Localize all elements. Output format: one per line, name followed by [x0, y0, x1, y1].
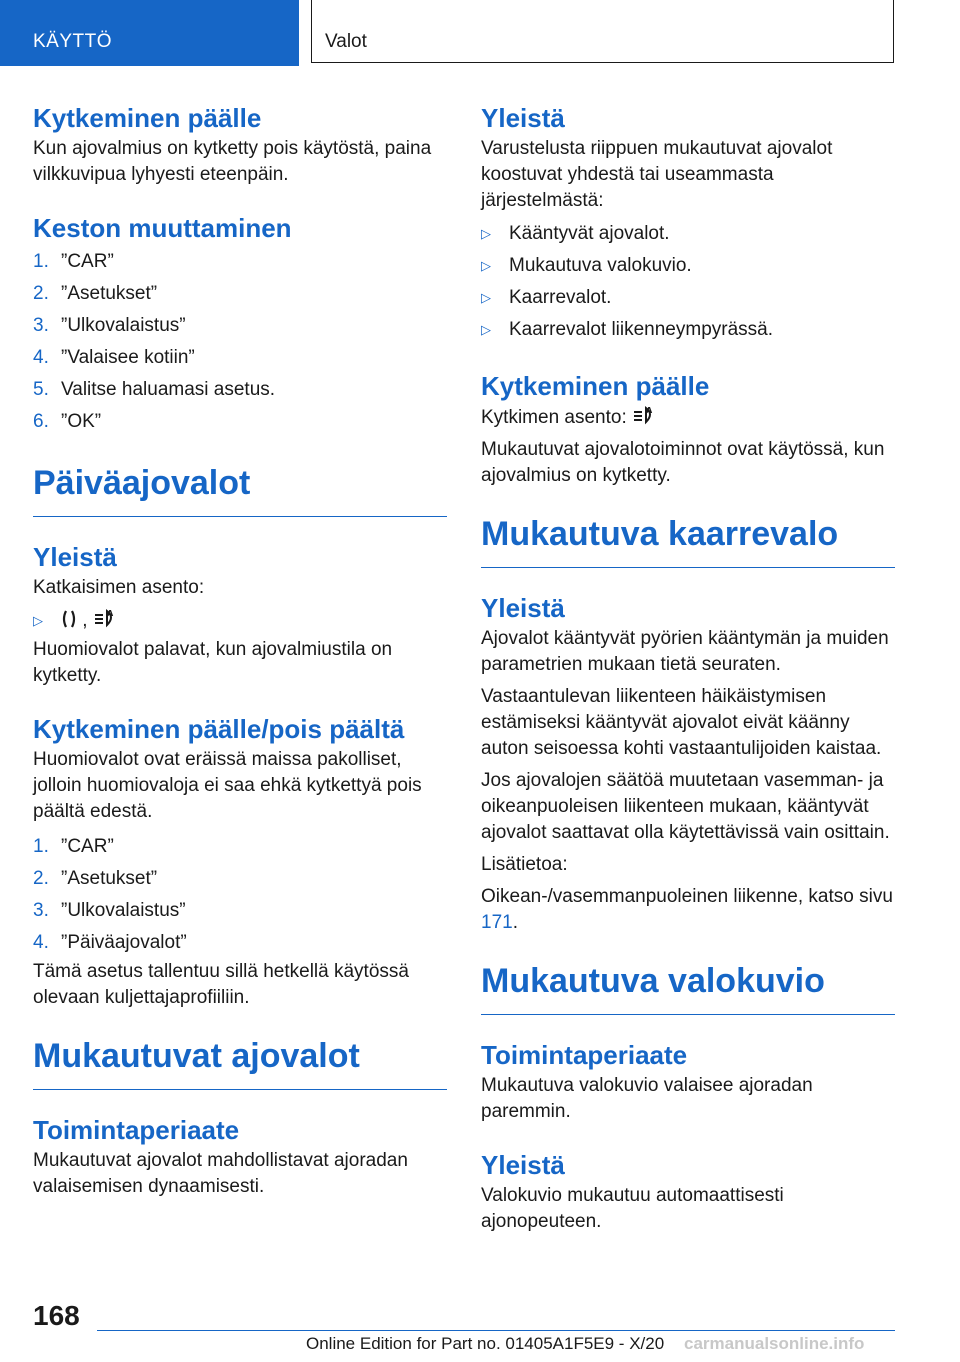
heading-yleista: Yleistä — [481, 103, 565, 133]
page-reference-link[interactable]: 171 — [481, 912, 513, 933]
paragraph: Varustelusta riippuen mukautuvat ajovalot koostuvat yhdestä tai useammasta järjestelmästä: — [481, 138, 833, 211]
systems-list — [481, 218, 895, 346]
section-title: KÄYTTÖ — [33, 31, 113, 52]
paragraph: Katkaisimen asento: — [33, 577, 205, 598]
list-item: 5. Valitse haluamasi asetus. — [33, 379, 276, 400]
automatic-headlight-icon — [632, 404, 656, 426]
triangle-bullet-icon: ▷ — [33, 613, 43, 628]
heading-yleista: Yleistä — [33, 542, 117, 572]
paragraph: Kytkimen asento: A — [481, 404, 895, 431]
steps-list — [33, 831, 447, 959]
paragraph: Jos ajovalojen säätöä muutetaan vasemman- ja oikeanpuoleisen liikenteen mukaan, kääntyvät ajovalot saattavat olla käytettävissä vain osittain. — [481, 770, 890, 843]
parking-light-icon — [61, 609, 77, 629]
paragraph: Huomiovalot palavat, kun ajovalmiustila on kytketty. — [33, 639, 393, 686]
right-column — [481, 100, 895, 1235]
list-item: 2. ”Asetukset” — [33, 868, 158, 889]
list-item: ▷ Kaarrevalot. — [481, 282, 895, 314]
paragraph: Huomiovalot ovat eräissä maissa pakolliset, jolloin huomiovaloja ei saa ehkä kytkettyä pois päältä edestä. — [33, 749, 422, 822]
list-item: 3. ”Ulkovalaistus” — [33, 900, 186, 921]
heading-yleista: Yleistä — [481, 1150, 565, 1180]
footer-divider — [97, 1330, 895, 1331]
heading-kytkeminen-paalle: Kytkeminen päälle — [481, 371, 710, 401]
paragraph: Ajovalot kääntyvät pyörien kääntymän ja muiden parametrien mukaan tietä seuraten. — [481, 628, 889, 675]
list-item: ▷ Kaarrevalot liikenneympyrässä. — [481, 314, 895, 346]
edition-note: Online Edition for Part no. 01405A1F5E9 - X/20 — [306, 1334, 665, 1353]
paragraph: Oikean-/vasemmanpuoleinen liikenne, katso sivu 171. — [481, 886, 893, 933]
left-column — [33, 100, 447, 1200]
list-item: 1. ”CAR” — [33, 251, 114, 272]
heading-toimintaperiaate: Toimintaperiaate — [33, 1115, 240, 1145]
automatic-headlight-icon — [93, 607, 117, 629]
paragraph: Tämä asetus tallentuu sillä hetkellä käytössä olevaan kuljettajaprofiiliin. — [33, 961, 409, 1008]
paragraph: Valokuvio mukautuu automaattisesti ajonopeuteen. — [481, 1185, 784, 1232]
header-section-tab — [0, 0, 299, 66]
list-item: 6. ”OK” — [33, 411, 102, 432]
heading-toimintaperiaate: Toimintaperiaate — [481, 1040, 688, 1070]
paragraph: Lisätietoa: — [481, 854, 568, 875]
heading-kytkeminen-paalle-pois: Kytkeminen päälle/pois päältä — [33, 714, 405, 744]
svg-text:A: A — [106, 609, 114, 618]
watermark: carmanualsonline.info — [684, 1334, 865, 1353]
chapter-heading-mukautuvat-ajovalot: Mukautuvat ajovalot — [33, 1035, 447, 1090]
paragraph: Vastaantulevan liikenteen häikäistymisen estämiseksi kääntyvät ajovalot eivät käänny auton seisoessa kohti vastaantulijoiden kaistaa. — [481, 686, 882, 759]
paragraph: Mukautuvat ajovalotoiminnot ovat käytössä, kun ajovalmius on kytketty. — [481, 439, 885, 486]
list-item: 2. ”Asetukset” — [33, 283, 158, 304]
triangle-bullet-icon: ▷ — [481, 258, 491, 273]
triangle-bullet-icon: ▷ — [481, 290, 491, 305]
heading-kytkeminen-paalle: Kytkeminen päälle — [33, 103, 262, 133]
list-item: 3. ”Ulkovalaistus” — [33, 315, 186, 336]
header-chapter-box — [311, 0, 894, 63]
heading-yleista: Yleistä — [481, 593, 565, 623]
steps-list — [33, 246, 447, 438]
chapter-heading-mukautuva-kaarrevalo: Mukautuva kaarrevalo — [481, 513, 895, 568]
list-item: ▷ Kääntyvät ajovalot. — [481, 218, 895, 250]
heading-keston-muuttaminen: Keston muuttaminen — [33, 213, 292, 243]
page-number: 168 — [33, 1300, 80, 1331]
chapter-heading-paivaajovalot: Päiväajovalot — [33, 462, 447, 517]
chapter-heading-mukautuva-valokuvio: Mukautuva valokuvio — [481, 960, 895, 1015]
svg-text:A: A — [646, 406, 653, 415]
list-item: 4. ”Valaisee kotiin” — [33, 347, 195, 368]
switch-position-list — [33, 605, 447, 637]
list-item: ▷ , A — [33, 605, 447, 637]
paragraph: Mukautuvat ajovalot mahdollistavat ajoradan valaisemisen dynaamisesti. — [33, 1150, 408, 1197]
list-item: 1. ”CAR” — [33, 836, 114, 857]
triangle-bullet-icon: ▷ — [481, 226, 491, 241]
paragraph: Kun ajovalmius on kytketty pois käytöstä, paina vilkkuvipua lyhyesti eteenpäin. — [33, 138, 432, 185]
triangle-bullet-icon: ▷ — [481, 322, 491, 337]
list-item: 4. ”Päiväajovalot” — [33, 932, 187, 953]
paragraph: Mukautuva valokuvio valaisee ajoradan paremmin. — [481, 1075, 813, 1122]
list-item: ▷ Mukautuva valokuvio. — [481, 250, 895, 282]
chapter-title: Valot — [325, 31, 367, 52]
